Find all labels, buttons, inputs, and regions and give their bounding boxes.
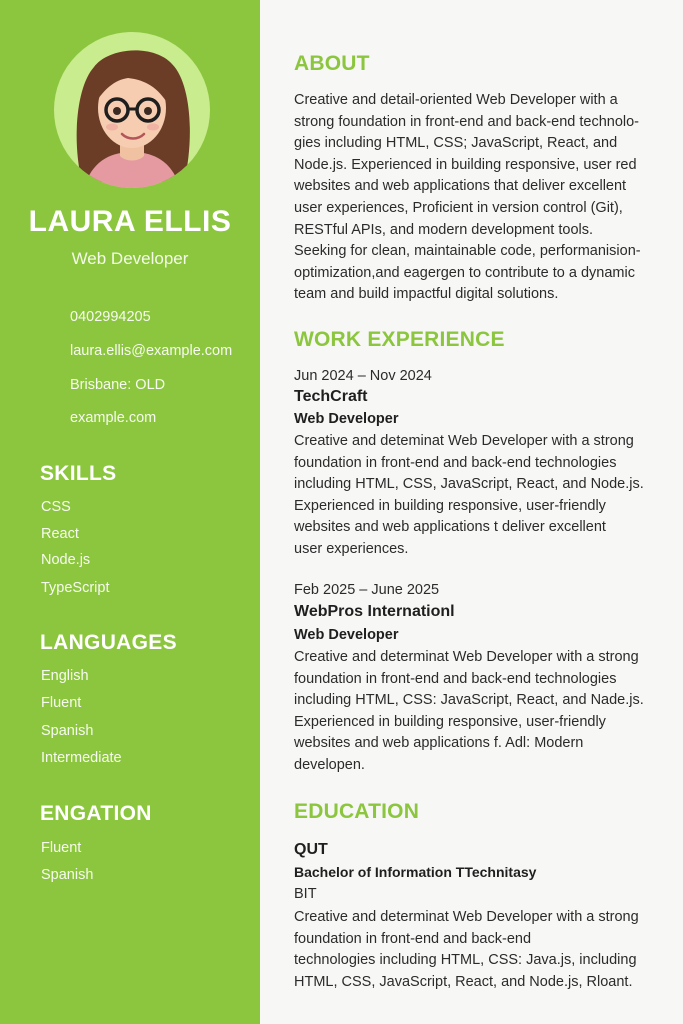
about-text	[294, 90, 656, 306]
skills-heading: SKILLS	[40, 462, 117, 485]
skill-item: TypeScript	[41, 580, 110, 596]
about-line: gies including HTML, CSS; JavaScript, React, and	[294, 135, 618, 152]
about-line: optimization,and eagergen to contribute to a dynamic	[294, 264, 635, 281]
education-description	[294, 907, 656, 993]
job-company: TechCraft	[294, 388, 368, 405]
work-experience-heading: WORK EXPERIENCE	[294, 328, 505, 351]
contact-phone: 0402994205	[70, 309, 151, 325]
contact-location: Brisbane: OLD	[70, 377, 166, 393]
avatar	[54, 32, 210, 188]
education-heading: EDUCATION	[294, 800, 420, 823]
job-title: Web Developer	[294, 411, 399, 427]
candidate-title: Web Developer	[71, 249, 189, 268]
job-line: Experienced in building responsive, user-friendly	[294, 497, 606, 514]
contact-email[interactable]: laura.ellis@example.com	[70, 343, 233, 359]
job-company: WebPros Internationl	[294, 603, 455, 620]
education-school: QUT	[294, 841, 328, 858]
education-abbr: BIT	[294, 886, 317, 902]
language-item: Fluent	[41, 695, 82, 711]
about-line: user experiences, Proficient in version control (Git),	[294, 199, 623, 216]
job-line: including HTML, CSS, JavaScript, React, and Node.js.	[294, 476, 644, 493]
language-item: Intermediate	[41, 750, 122, 766]
about-line: team and build impactful digital solutions.	[294, 286, 559, 303]
job-line: Experienced in building responsive, user-friendly	[294, 713, 606, 730]
language-item: Spanish	[41, 723, 94, 739]
job-line: websites and web applications t deliver excellent	[294, 519, 606, 536]
education-line: technologies including HTML, CSS: Java.js, including	[294, 952, 637, 969]
job-dates: Jun 2024 – Nov 2024	[294, 368, 432, 384]
engation-item: Spanish	[41, 867, 94, 883]
about-line: strong foundation in front-end and back-end technolo-	[294, 113, 640, 130]
job-line: foundation in front-end and back-end technologies	[294, 454, 617, 471]
job-line: developen.	[294, 756, 365, 773]
job-line: including HTML, CSS: JavaScript, React, and Nade.js.	[294, 692, 644, 709]
education-degree: Bachelor of Information TTechnitasy	[294, 864, 537, 880]
engation-item: Fluent	[41, 840, 82, 856]
job-line: foundation in front-end and back-end technologies	[294, 670, 617, 687]
job-dates: Feb 2025 – June 2025	[294, 582, 440, 598]
about-line: Creative and detail-oriented Web Developer with a	[294, 92, 618, 108]
candidate-name: LAURA ELLIS	[28, 205, 232, 238]
skill-item: CSS	[41, 499, 71, 515]
job-line: websites and web applications f. Adl: Modern	[294, 735, 584, 752]
languages-heading: LANGUAGES	[40, 631, 177, 654]
sidebar	[0, 0, 260, 1024]
skill-item: Node.js	[41, 552, 91, 568]
about-line: websites and web applications that deliver excellent	[294, 178, 627, 195]
job-line: user experiences.	[294, 540, 409, 557]
job-line: Creative and deteminat Web Developer with a strong	[294, 433, 634, 449]
about-heading: ABOUT	[294, 52, 370, 75]
about-line: RESTful APIs, and modern development tools.	[294, 221, 594, 238]
avatar-illustration	[54, 32, 210, 188]
language-item: English	[41, 668, 89, 684]
education-line: foundation in front-end and back-end	[294, 930, 532, 947]
job-description	[294, 431, 656, 561]
job-description	[294, 647, 656, 777]
education-line: HTML, CSS, JavaScript, React, and Node.js, Rloant.	[294, 973, 633, 990]
job-title: Web Developer	[294, 627, 399, 643]
engation-heading: ENGATION	[40, 802, 152, 825]
skill-item: React	[41, 526, 79, 542]
contact-website[interactable]: example.com	[70, 410, 157, 426]
about-line: Seeking for clean, maintainable code, performanision-	[294, 243, 641, 260]
job-line: Creative and determinat Web Developer with a strong	[294, 649, 639, 665]
education-line: Creative and determinat Web Developer with a strong	[294, 909, 639, 925]
about-line: Node.js. Experienced in building responsive, user red	[294, 156, 637, 173]
